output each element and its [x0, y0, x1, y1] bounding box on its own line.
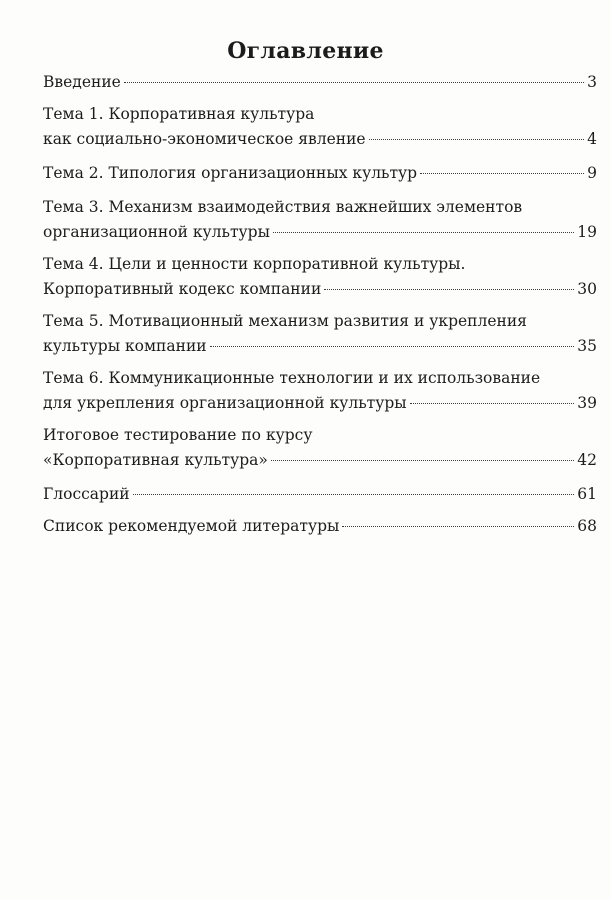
toc-entry-topic-2 — [43, 161, 597, 186]
toc-entry-text: Тема 6. Коммуникационные технологии и их использование — [43, 369, 541, 387]
dot-leader — [420, 173, 584, 174]
toc-page-number: 4 — [587, 130, 597, 148]
toc-page-number: 3 — [587, 73, 597, 91]
dot-leader — [410, 403, 575, 404]
toc-entry-topic-5 — [43, 309, 597, 359]
toc-entry-text: Тема 4. Цели и ценности корпоративной культуры. — [43, 255, 466, 273]
toc-entry-text: Тема 3. Механизм взаимодействия важнейших элементов — [43, 198, 523, 216]
toc-entry-text: Введение — [43, 73, 121, 91]
toc-page-number: 9 — [587, 164, 597, 182]
toc-entry-text: «Корпоративная культура» — [43, 451, 268, 469]
dot-leader — [133, 494, 575, 495]
toc-entry-text: для укрепления организационной культуры — [43, 394, 407, 412]
dot-leader — [369, 139, 585, 140]
toc-entry-text: Тема 2. Типология организационных культур — [43, 164, 418, 182]
dot-leader — [124, 82, 584, 83]
toc-page-number: 39 — [577, 394, 597, 412]
toc-entry-topic-3 — [43, 195, 597, 245]
toc-entry-references — [43, 514, 597, 539]
dot-leader — [273, 232, 574, 233]
dot-leader — [210, 346, 575, 347]
toc-entry-text: Итоговое тестирование по курсу — [43, 426, 313, 444]
toc-entry-text: как социально-экономическое явление — [43, 130, 366, 148]
dot-leader — [271, 460, 574, 461]
toc-page-number: 30 — [577, 280, 597, 298]
toc-entry-text: Глоссарий — [43, 485, 130, 503]
toc-page-number: 19 — [577, 223, 597, 241]
toc-entry-text: организационной культуры — [43, 223, 270, 241]
dot-leader — [324, 289, 574, 290]
toc-entry-topic-4 — [43, 252, 597, 302]
toc-entry-text: Тема 5. Мотивационный механизм развития и укрепления — [43, 312, 527, 330]
toc-entry-text: культуры компании — [43, 337, 207, 355]
table-of-contents — [43, 70, 597, 539]
toc-entry-topic-6 — [43, 366, 597, 416]
toc-entry-text: Тема 1. Корпоративная культура — [43, 105, 315, 123]
toc-page-number: 61 — [577, 485, 597, 503]
toc-entry-introduction — [43, 70, 597, 95]
toc-page-number: 42 — [577, 451, 597, 469]
toc-page-number: 35 — [577, 337, 597, 355]
toc-entry-text: Список рекомендуемой литературы — [43, 517, 340, 535]
dot-leader — [342, 526, 574, 527]
toc-entry-text: Корпоративный кодекс компании — [43, 280, 322, 298]
toc-entry-glossary — [43, 482, 597, 507]
toc-entry-topic-1 — [43, 102, 597, 152]
toc-entry-final-test — [43, 423, 597, 473]
toc-page-number: 68 — [577, 517, 597, 535]
toc-title: Оглавление — [227, 38, 384, 64]
